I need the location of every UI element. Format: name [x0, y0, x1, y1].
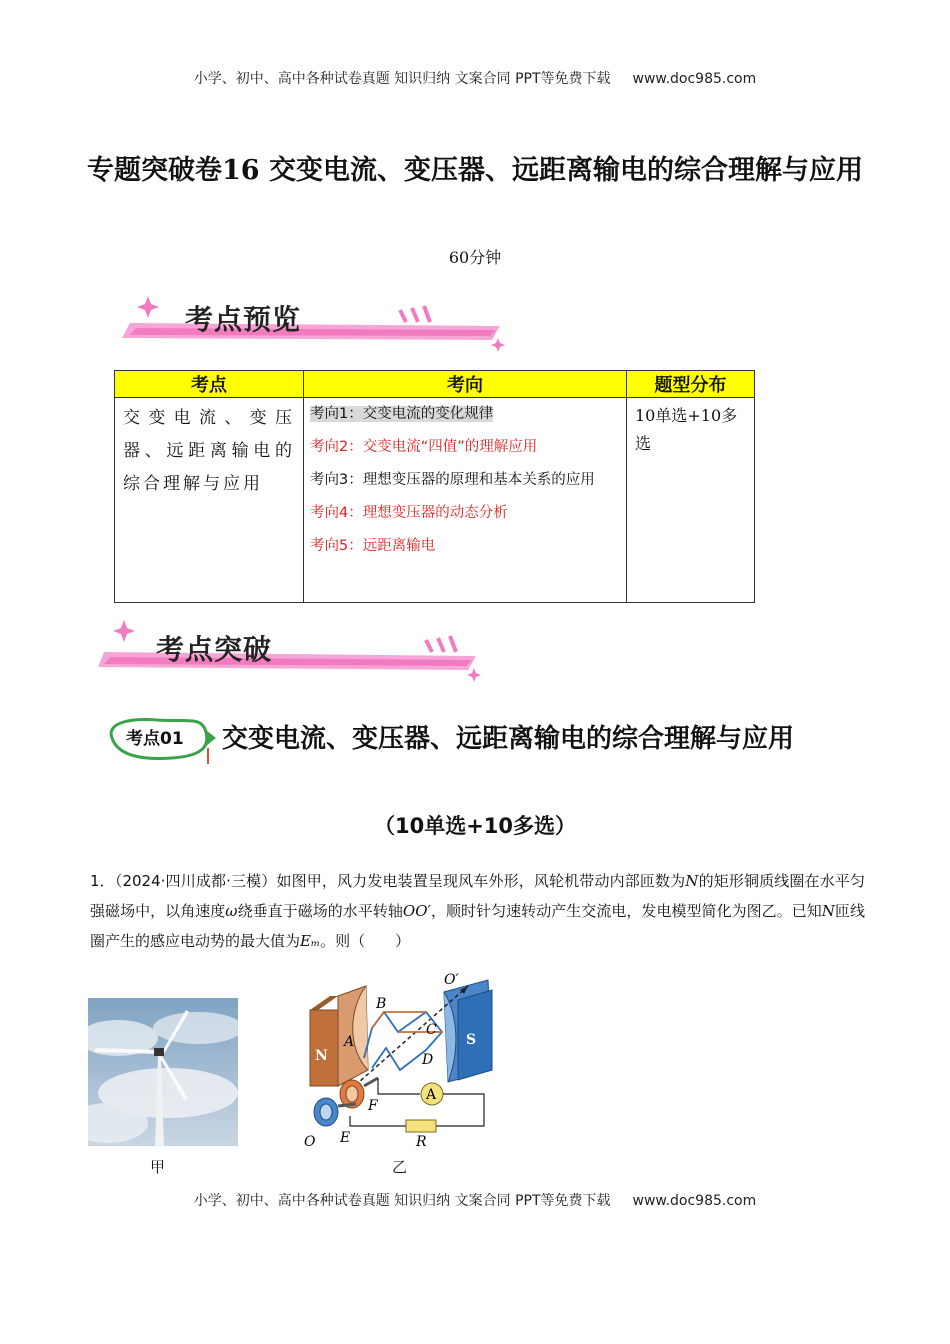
cell-topic: 交变电流、变压器、远距离输电的综合理解与应用: [115, 398, 304, 603]
page-title: 专题突破卷16 交变电流、变压器、远距离输电的综合理解与应用: [87, 155, 863, 186]
badge-text: 考点01: [126, 729, 184, 749]
question-1: 1．（2024·四川成都·三模）如图甲，风力发电装置呈现风车外形，风轮机带动内部匝数为N的矩形铜质线圈在水平匀强磁场中，以角速度ω绕垂直于磁场的水平转轴OO′，顺时针匀速转动产生交流电，发电模型简化为图乙。已知N匝线圈产生的感应电动势的最大值为Eₘ。则（ ）: [90, 872, 865, 950]
question-count: （10单选+10多选）: [373, 814, 577, 838]
direction-1: 考向1：交变电流的变化规律: [310, 406, 494, 422]
direction-4: 考向4：理想变压器的动态分析: [310, 505, 508, 521]
direction-5: 考向5：远距离输电: [310, 538, 436, 554]
caption-b: 乙: [392, 1158, 408, 1176]
header-direction: 考向: [304, 371, 627, 398]
banner-breakthrough-text: 考点突破: [156, 633, 273, 666]
footer-text: 小学、初中、高中各种试卷真题 知识归纳 文案合同 PPT等免费下载: [193, 1193, 611, 1209]
cell-distribution: 10单选+10多选: [627, 398, 755, 603]
wind-turbine-image: [88, 998, 238, 1146]
label-D: D: [422, 1052, 434, 1068]
exam-points-table: [114, 370, 755, 603]
label-C: C: [426, 1022, 437, 1038]
header-distribution: 题型分布: [627, 371, 755, 398]
page-header: [0, 68, 950, 88]
label-A: A: [344, 1034, 355, 1050]
label-S: S: [466, 1032, 477, 1048]
page-footer: [0, 1190, 950, 1210]
label-N: N: [315, 1048, 328, 1064]
duration: 60分钟: [448, 248, 502, 267]
banner-preview: [100, 288, 520, 358]
generator-svg: [298, 970, 498, 1150]
footer-site[interactable]: www.doc985.com: [632, 1193, 757, 1209]
section-badge: [102, 712, 217, 771]
section-title: 交变电流、变压器、远距离输电的综合理解与应用: [222, 724, 795, 754]
cell-directions: [304, 398, 627, 603]
label-ammeter: A: [426, 1087, 437, 1103]
banner-preview-text: 考点预览: [185, 303, 302, 336]
label-O2: O′: [444, 972, 459, 988]
wind-turbine-photo: [88, 998, 238, 1146]
banner-decoration: [100, 288, 520, 358]
header-topic: 考点: [115, 371, 304, 398]
generator-diagram: [298, 970, 498, 1154]
direction-3: 考向3：理想变压器的原理和基本关系的应用: [310, 472, 595, 488]
label-F: F: [368, 1098, 378, 1114]
caption-a: 甲: [150, 1158, 166, 1176]
banner-breakthrough: [96, 614, 516, 684]
label-B: B: [376, 996, 387, 1012]
label-R: R: [416, 1134, 427, 1150]
header-site[interactable]: www.doc985.com: [632, 71, 757, 87]
header-text: 小学、初中、高中各种试卷真题 知识归纳 文案合同 PPT等免费下载: [193, 71, 611, 87]
label-O: O: [304, 1134, 316, 1150]
label-E: E: [340, 1130, 351, 1146]
direction-2: 考向2：交变电流“四值”的理解应用: [310, 439, 538, 455]
